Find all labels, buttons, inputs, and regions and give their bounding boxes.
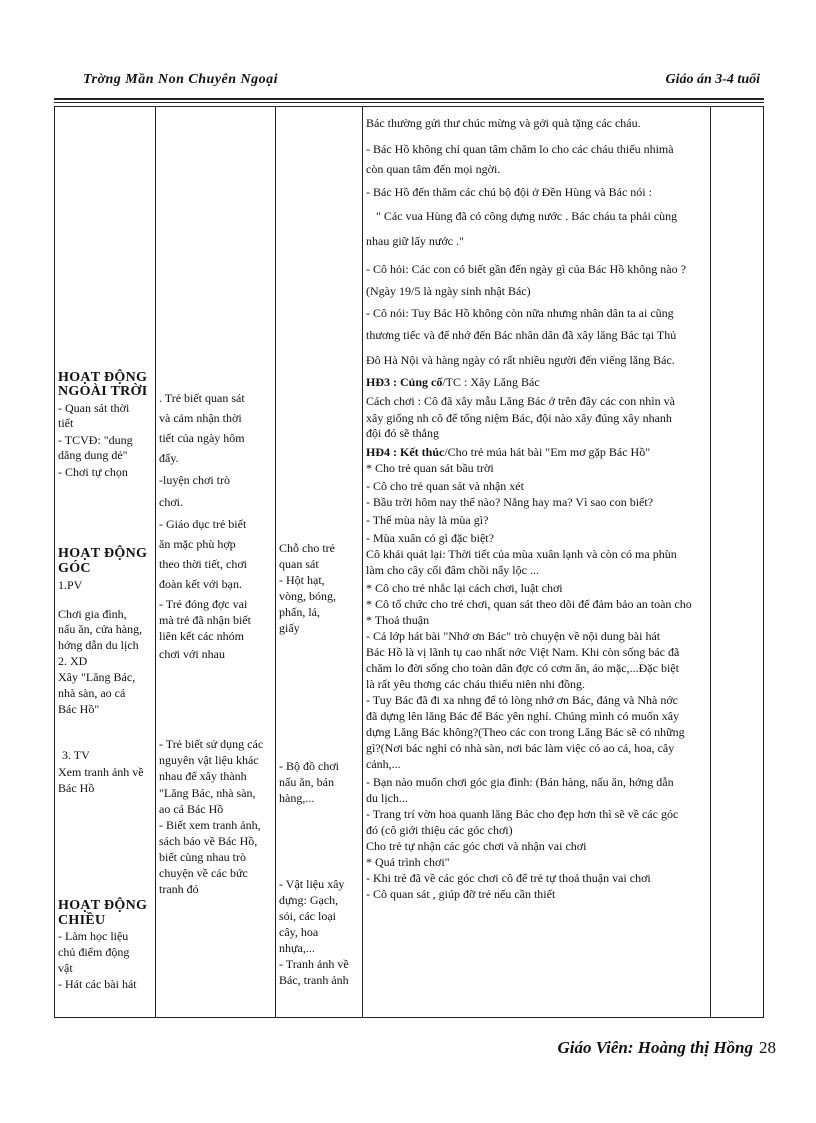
procedure-line: còn quan tâm đến mọi ngời. — [366, 162, 501, 176]
procedure-line: - Thế mùa này là mùa gì? — [366, 513, 489, 527]
objective-line: - Biết xem tranh ảnh, — [159, 818, 261, 832]
objective-line: tranh đó — [159, 882, 199, 896]
section-title-corner-2: GÓC — [58, 561, 91, 576]
procedure-line: Đô Hà Nội và hàng ngày có rất nhiều người đến viếng lăng Bác. — [366, 353, 675, 367]
procedure-line: thương tiếc và để nhớ đến Bác nhân dân đã xây lăng Bác tại Thủ — [366, 328, 677, 342]
column-divider — [275, 107, 276, 1017]
materials-line: - Hột hạt, — [279, 573, 325, 587]
procedure-line: cảnh,... — [366, 757, 401, 771]
procedure-line: gì?(Nơi bác nghỉ có nhà sàn, nơi bác làm việc có ao cá, hoa, cây — [366, 741, 675, 755]
activity-line: 1.PV — [58, 578, 83, 592]
materials-line: nhựa,... — [279, 941, 315, 955]
procedure-line: - Cô quan sát , giúp đỡ trẻ nếu cần thiết — [366, 887, 556, 901]
activity-line: vật — [58, 961, 73, 975]
objective-line: và cảm nhận thời — [159, 411, 242, 425]
materials-column — [279, 107, 361, 1017]
step-heading: HĐ3 : Củng cố — [366, 375, 443, 389]
section-title-corner: HOẠT ĐỘNG — [58, 546, 148, 561]
procedure-line: Cô khái quát lại: Thời tiết của mùa xuân lạnh và còn có ma phùn — [366, 547, 677, 561]
objective-column — [159, 107, 274, 1017]
objective-line: mà trẻ đã nhận biết — [159, 613, 251, 627]
teacher-name: Giáo Viên: Hoàng thị Hồng — [557, 1038, 753, 1057]
objective-line: chơi. — [159, 495, 184, 509]
procedure-line: đội đó sẽ thắng — [366, 426, 439, 440]
procedure-line — [366, 375, 540, 390]
objective-line: - Trẻ đóng đợc vai — [159, 597, 248, 611]
objective-line: -luyện chơi trò — [159, 473, 230, 487]
objective-line: tiết của ngày hôm — [159, 431, 245, 445]
procedure-line: - Trang trí vờn hoa quanh lăng Bác cho đẹp hơn thì sẽ về các góc — [366, 807, 679, 821]
activity-line: hớng dẫn du lịch — [58, 638, 139, 652]
procedure-line: - Bạn nào muốn chơi góc gia đình: (Bán hàng, nấu ăn, hớng dẫn — [366, 775, 674, 789]
objective-line: nhau để xây thành — [159, 769, 247, 783]
activity-line: Bác Hồ — [58, 781, 95, 795]
objective-line: sách báo về Bác Hồ, — [159, 834, 258, 848]
activity-line: tiết — [58, 416, 74, 430]
lesson-table — [54, 106, 764, 1018]
procedure-line: xây giống nh cô để tổng niệm Bác, đội nào xây đúng xây nhanh — [366, 411, 672, 425]
procedure-line: đó (cô giới thiệu các góc chơi) — [366, 823, 513, 837]
procedure-line: du lịch... — [366, 791, 408, 805]
header-rule — [54, 98, 764, 100]
activity-line: dăng dung dẻ" — [58, 448, 128, 462]
activity-line: nấu ăn, cửa hàng, — [58, 622, 143, 636]
section-title-outdoor-2: NGOÀI TRỜI — [58, 384, 148, 399]
section-title-afternoon: HOẠT ĐỘNG — [58, 898, 148, 913]
procedure-line: * Cô cho trẻ nhắc lại cách chơi, luật chơi — [366, 581, 563, 595]
column-divider — [362, 107, 363, 1017]
objective-line: "Lăng Bác, nhà sàn, — [159, 786, 256, 800]
step-text: /TC : Xây Lăng Bác — [442, 375, 540, 389]
objective-line: ao cá Bác Hồ — [159, 802, 224, 816]
procedure-line: Bác thường gửi thư chúc mừng và gởi quà tặng các cháu. — [366, 116, 641, 130]
section-title-outdoor: HOẠT ĐỘNG — [58, 370, 148, 385]
activity-column — [58, 107, 154, 1017]
procedure-line: - Cô hỏi: Các con có biết gần đến ngày gì của Bác Hồ không nào ? — [366, 262, 686, 276]
activity-line: Xây "Lăng Bác, — [58, 670, 136, 684]
procedure-line: Cách chơi : Cô đã xây mẫu Lăng Bác ở trên đây các con nhìn và — [366, 394, 675, 408]
activity-line: - Hát các bài hát — [58, 977, 137, 991]
activity-line: 3. TV — [62, 748, 90, 762]
materials-line: Bác, tranh ảnh — [279, 973, 349, 987]
objective-line: theo thời tiết, chơi — [159, 557, 248, 571]
procedure-line: - Bầu trời hôm nay thế nào? Nắng hay ma? Vì sao con biết? — [366, 495, 654, 509]
materials-line: nấu ăn, bán — [279, 775, 334, 789]
activity-line: Chơi gia đình, — [58, 607, 127, 621]
activity-line: - Làm học liệu — [58, 929, 129, 943]
objective-line: đấy. — [159, 451, 179, 465]
objective-line: - Trẻ biết sử dụng các — [159, 737, 264, 751]
procedure-line: * Quá trình chơi" — [366, 855, 450, 869]
activity-line: 2. XD — [58, 654, 88, 668]
materials-line: quan sát — [279, 557, 319, 571]
column-divider — [155, 107, 156, 1017]
objective-line: . Trẻ biết quan sát — [159, 391, 245, 405]
procedure-line: là rất yêu thơng các cháu thiếu niên nhi đồng. — [366, 677, 585, 691]
materials-line: phấn, lá, — [279, 605, 320, 619]
objective-line: liên kết các nhóm — [159, 629, 244, 643]
procedure-line: Bác Hồ là vị lãnh tụ cao nhất nớc Việt Nam. Khi còn sống bác đã — [366, 645, 680, 659]
materials-line: - Bộ đồ chơi — [279, 759, 340, 773]
activity-line: - Quan sát thời — [58, 401, 130, 415]
procedure-line: * Cho trẻ quan sát bầu trời — [366, 461, 494, 475]
activity-line: Bác Hồ" — [58, 702, 100, 716]
objective-line: biết cùng nhau trò — [159, 850, 246, 864]
procedure-line: Cho trẻ tự nhận các góc chơi và nhận vai chơi — [366, 839, 587, 853]
procedure-line: - Bác Hồ đến thăm các chú bộ đội ở Đền Hùng và Bác nói : — [366, 185, 652, 199]
procedure-line: dựng Lăng Bác không?(Theo các con trong Lăng Bác sẽ có những — [366, 725, 685, 739]
procedure-line: " Các vua Hùng đã có công dựng nước . Bác cháu ta phải cùng — [376, 209, 678, 223]
materials-line: - Vật liệu xây — [279, 877, 345, 891]
step-heading: HĐ4 : Kết thúc — [366, 445, 445, 459]
procedure-line: - Mùa xuân có gì đặc biệt? — [366, 531, 494, 545]
materials-line: vòng, bóng, — [279, 589, 336, 603]
school-name: Trờng Mần Non Chuyên Ngoại — [83, 72, 279, 87]
procedure-line: chăm lo đời sống cho toàn dân đợc có cơm ăn, áo mặc,...Đặc biệt — [366, 661, 679, 675]
objective-line: ăn mặc phù hợp — [159, 537, 236, 551]
objective-line: đoàn kết với bạn. — [159, 577, 242, 591]
materials-line: - Tranh ảnh về — [279, 957, 349, 971]
step-text: /Cho trẻ múa hát bài "Em mơ gặp Bác Hồ" — [444, 445, 651, 459]
procedure-line: - Cả lớp hát bài "Nhớ ơn Bác" trò chuyện về nội dung bài hát — [366, 629, 661, 643]
objective-line: - Giáo dục trẻ biết — [159, 517, 247, 531]
procedure-line: làm cho cây cối đâm chồi nẩy lộc ... — [366, 563, 539, 577]
column-divider — [710, 107, 711, 1017]
procedure-line: - Tuy Bác đã đi xa nhng để tỏ lòng nhớ ơn Bác, đảng và Nhà nớc — [366, 693, 678, 707]
procedure-line: - Cô nói: Tuy Bác Hồ không còn nữa nhưng nhân dân ta ai cũng — [366, 306, 674, 320]
procedure-line: nhau giữ lấy nước ." — [366, 234, 464, 248]
activity-line: chủ điểm động — [58, 945, 130, 959]
procedure-line: - Khi trẻ đã về các góc chơi cô để trẻ tự thoả thuận vai chơi — [366, 871, 651, 885]
header-rule-thin — [54, 102, 764, 103]
activity-line: - TCVĐ: "dung — [58, 433, 133, 447]
materials-line: dựng: Gạch, — [279, 893, 339, 907]
plan-title: Giáo án 3-4 tuổi — [665, 72, 760, 87]
procedure-line: * Thoả thuận — [366, 613, 430, 627]
procedure-line: - Cô cho trẻ quan sát và nhận xét — [366, 479, 524, 493]
page-number: 28 — [759, 1038, 776, 1057]
activity-line: - Chơi tự chọn — [58, 465, 128, 479]
procedure-line: * Cô tổ chức cho trẻ chơi, quan sát theo dõi để đảm bảo an toàn cho — [366, 597, 692, 611]
procedure-line: (Ngày 19/5 là ngày sinh nhật Bác) — [366, 284, 531, 298]
materials-line: hàng,... — [279, 791, 315, 805]
materials-line: giấy — [279, 621, 300, 635]
procedure-column — [366, 107, 709, 1017]
objective-line: chơi với nhau — [159, 647, 226, 661]
materials-line: Chỗ cho trẻ — [279, 541, 335, 555]
procedure-line: đã dựng lên lăng Bác để Bác yên nghỉ. Chúng mình có muốn xây — [366, 709, 680, 723]
procedure-line: - Bác Hồ không chỉ quan tâm chăm lo cho các cháu thiếu nhimà — [366, 142, 674, 156]
materials-line: sỏi, các loại — [279, 909, 336, 923]
procedure-line — [366, 445, 650, 460]
section-title-afternoon-2: CHIỀU — [58, 913, 106, 928]
objective-line: nguyên vật liệu khác — [159, 753, 259, 767]
materials-line: cây, hoa — [279, 925, 319, 939]
objective-line: chuyện về các bức — [159, 866, 248, 880]
activity-line: Xem tranh ảnh về — [58, 765, 144, 779]
footer — [557, 1038, 776, 1058]
activity-line: nhà sàn, ao cá — [58, 686, 126, 700]
